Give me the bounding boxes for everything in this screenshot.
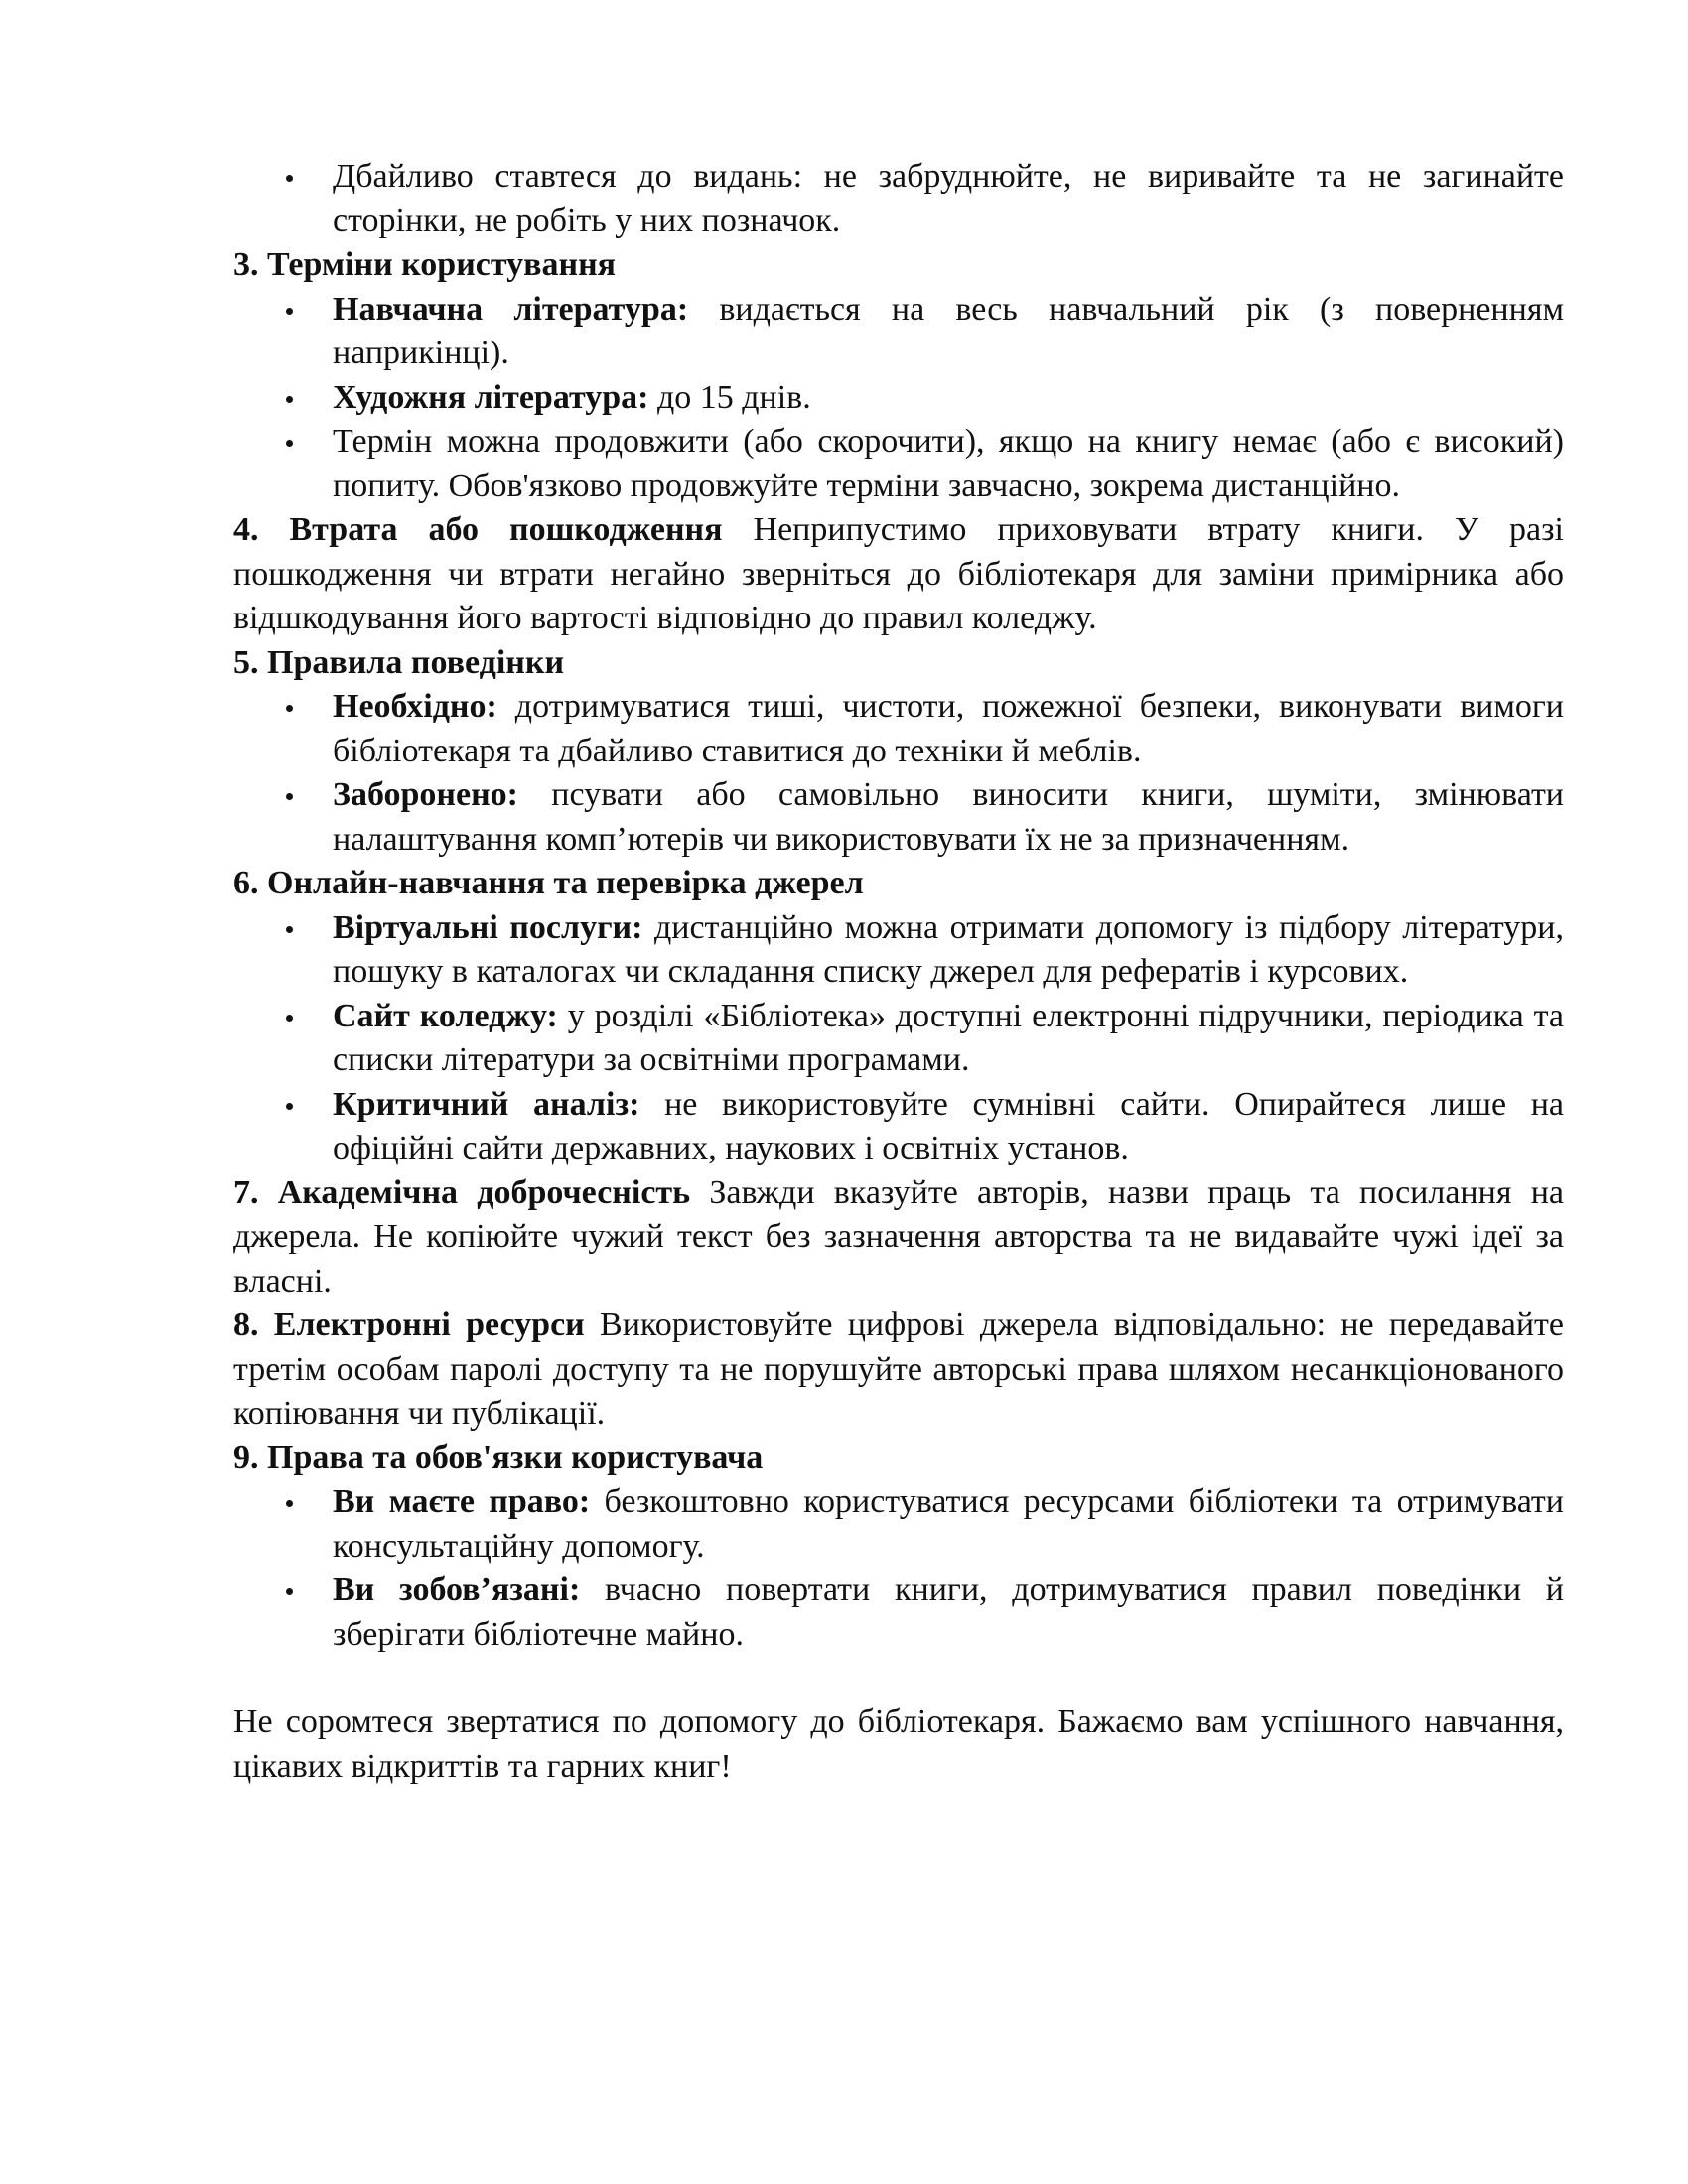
- bullet-label: Ви маєте право:: [333, 1483, 591, 1520]
- list-item: [333, 420, 1564, 508]
- bullet-label: Віртуальні послуги:: [333, 908, 643, 946]
- section-paragraph: [233, 1303, 1564, 1436]
- bullet-text: дотримуватися тиші, чистоти, пожежної безпеки, виконувати вимоги бібліотекаря та дбайливо ставитися до техніки й меблів.: [333, 688, 1564, 769]
- section-text: Неприпустимо приховувати втрату книги. У разі пошкодження чи втрати негайно зверніться до бібліотекаря для заміни примірника або відшкодування його вартості відповідно до правил коледжу.: [233, 511, 1564, 636]
- bullet-label: Необхідно:: [333, 688, 497, 725]
- list-item: [333, 685, 1564, 773]
- section-title: 3. Терміни користування: [233, 246, 617, 283]
- bullet-text: Термін можна продовжити (або скорочити), якщо на книгу немає (або є високий) попиту. Обов'язково продовжуйте терміни завчасно, зокрема дистанційно.: [333, 423, 1564, 504]
- bullet-text: вчасно повертати книги, дотримуватися правил поведінки й зберігати бібліотечне майно.: [333, 1571, 1564, 1653]
- spacer: [233, 1657, 1564, 1701]
- list-item: [333, 906, 1564, 995]
- section-title: 7. Академічна доброчесність: [233, 1173, 691, 1211]
- section-text: Завжди вказуйте авторів, назви праць та посилання на джерела. Не копіюйте чужий текст без зазначення авторства та не видавайте чужі ідеї за власні.: [233, 1173, 1564, 1299]
- document-page: [233, 155, 1564, 1789]
- section-title: 5. Правила поведінки: [233, 643, 565, 681]
- section-9-list: [233, 1480, 1564, 1657]
- list-item: [333, 1480, 1564, 1569]
- bullet-text: Дбайливо ставтеся до видань: не забруднюйте, не виривайте та не загинайте сторінки, не робіть у них позначок.: [333, 158, 1564, 239]
- section-paragraph: [233, 1171, 1564, 1304]
- intro-list: [233, 155, 1564, 243]
- section-heading: [233, 1436, 1564, 1481]
- section-title: 8. Електронні ресурси: [233, 1306, 585, 1343]
- bullet-label: Навчачна література:: [333, 290, 689, 328]
- bullet-text: до 15 днів.: [648, 378, 811, 416]
- bullet-label: Ви зобов’язані:: [333, 1571, 581, 1608]
- list-item: [333, 376, 1564, 421]
- bullet-text: у розділі «Бібліотека» доступні електронні підручники, періодика та списки літератури за освітніми програмами.: [333, 997, 1564, 1078]
- list-item: [333, 773, 1564, 862]
- section-heading: [233, 641, 1564, 686]
- list-item: [333, 155, 1564, 243]
- list-item: [333, 995, 1564, 1083]
- section-6-list: [233, 906, 1564, 1171]
- bullet-text: псувати або самовільно виносити книги, шуміти, змінювати налаштування комп’ютерів чи використовувати їх не за призначенням.: [333, 776, 1564, 858]
- list-item: [333, 1083, 1564, 1171]
- section-text: Використовуйте цифрові джерела відповідально: не передавайте третім особам паролі доступу та не порушуйте авторські права шляхом несанкціонованого копіювання чи публікації.: [233, 1306, 1564, 1432]
- list-item: [333, 1569, 1564, 1657]
- section-heading: [233, 862, 1564, 906]
- bullet-label: Заборонено:: [333, 776, 518, 813]
- bullet-text: дистанційно можна отримати допомогу із підбору літератури, пошуку в каталогах чи складання списку джерел для рефератів і курсових.: [333, 908, 1564, 990]
- section-title: 6. Онлайн-навчання та перевірка джерел: [233, 865, 864, 901]
- bullet-label: Критичний аналіз:: [333, 1085, 640, 1123]
- bullet-label: Сайт коледжу:: [333, 997, 558, 1034]
- bullet-text: видається на весь навчальний рік (з поверненням наприкінці).: [333, 290, 1564, 371]
- section-title: 9. Права та обов'язки користувача: [233, 1438, 764, 1476]
- bullet-text: не використовуйте сумнівні сайти. Опирайтеся лише на офіційні сайти державних, наукових і освітніх установ.: [333, 1085, 1564, 1166]
- section-heading: [233, 243, 1564, 288]
- closing-paragraph: Не соромтеся звертатися по допомогу до бібліотекаря. Бажаємо вам успішного навчання, цікавих відкриттів та гарних книг!: [233, 1704, 1564, 1785]
- section-3-list: [233, 288, 1564, 509]
- bullet-label: Художня література:: [333, 378, 649, 416]
- section-paragraph: [233, 508, 1564, 641]
- list-item: [333, 288, 1564, 376]
- section-title: 4. Втрата або пошкодження: [233, 511, 723, 548]
- section-5-list: [233, 685, 1564, 862]
- bullet-text: безкоштовно користуватися ресурсами бібліотеки та отримувати консультаційну допомогу.: [333, 1483, 1564, 1565]
